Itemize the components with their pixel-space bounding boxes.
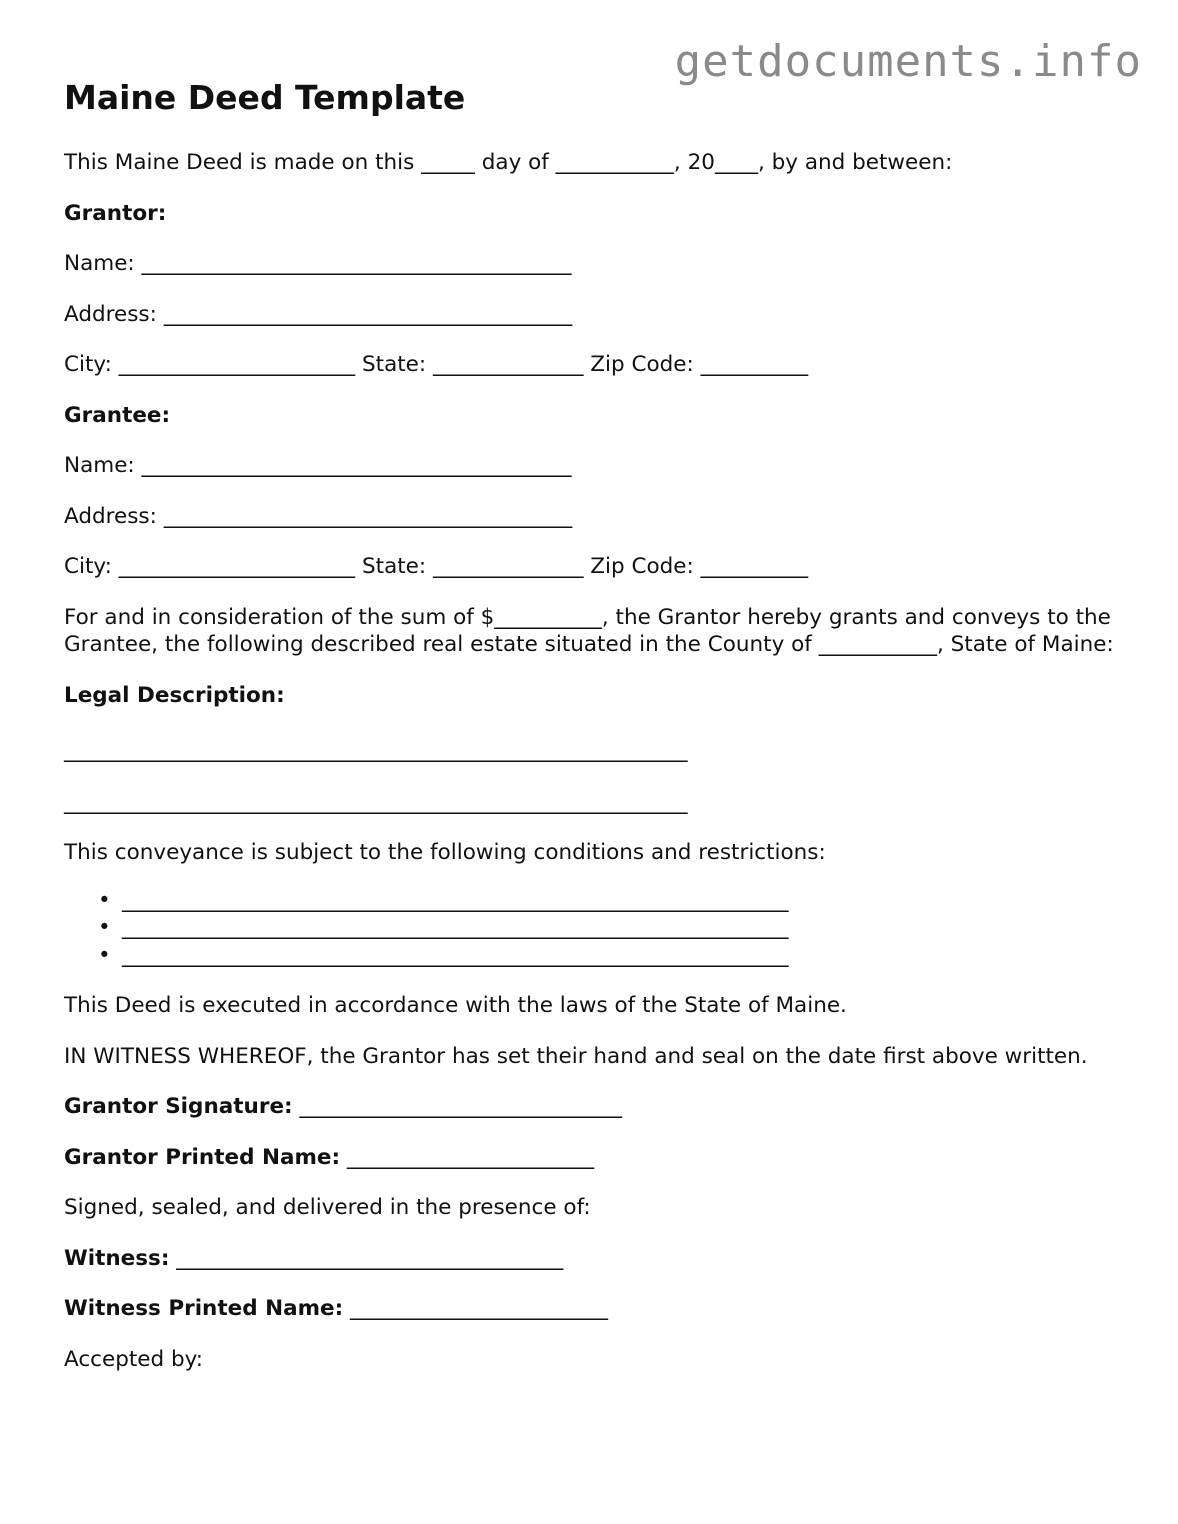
legal-description-line-2[interactable]: __________________________________________________________	[64, 789, 688, 815]
presence-text: Signed, sealed, and delivered in the presence of:	[64, 1195, 591, 1220]
grantor-signature-row	[64, 1093, 1124, 1121]
grantor-heading: Grantor:	[64, 200, 167, 226]
accepted-by-text: Accepted by:	[64, 1346, 204, 1372]
condition-line[interactable]: ______________________________________________________________	[122, 887, 789, 913]
grantor-city-state-zip-field[interactable]: City: ______________________ State: ______________ Zip Code: __________	[64, 352, 809, 377]
grantor-printed-name-row	[64, 1144, 1124, 1172]
legal-description-heading: Legal Description:	[64, 682, 285, 708]
watermark: getdocuments.info	[674, 36, 1142, 87]
grantor-signature-field[interactable]: ______________________________	[299, 1094, 622, 1119]
witness-field[interactable]: ____________________________________	[176, 1245, 564, 1271]
conditions-list	[64, 887, 1124, 970]
deed-document	[64, 78, 1124, 1396]
condition-item[interactable]	[98, 942, 1124, 970]
bullet-icon: •	[98, 915, 111, 940]
grantor-printed-name-field[interactable]: _______________________	[346, 1144, 595, 1170]
grantor-address-field[interactable]: Address: ______________________________________	[64, 301, 573, 327]
condition-item[interactable]	[98, 914, 1124, 942]
grantor-signature-label: Grantor Signature:	[64, 1094, 293, 1119]
witness-printed-name-row	[64, 1295, 1124, 1323]
grantee-city-state-zip-field[interactable]: City: ______________________ State: ______________ Zip Code: __________	[64, 554, 809, 579]
witness-row	[64, 1245, 1124, 1273]
bullet-icon: •	[98, 942, 111, 968]
grantee-address-field[interactable]: Address: ______________________________________	[64, 503, 573, 529]
executed-text: This Deed is executed in accordance with the laws of the State of Maine.	[64, 993, 847, 1018]
intro-text: This Maine Deed is made on this _____ day of ___________, 20____, by and between:	[64, 150, 953, 175]
conditions-intro: This conveyance is subject to the following conditions and restrictions:	[64, 840, 826, 865]
witness-printed-name-field[interactable]: ________________________	[350, 1296, 609, 1321]
condition-line[interactable]: ______________________________________________________________	[122, 942, 789, 968]
witness-label: Witness:	[64, 1245, 170, 1271]
page-title: Maine Deed Template	[64, 78, 466, 117]
grantee-heading: Grantee:	[64, 402, 171, 428]
witness-whereof-text: IN WITNESS WHEREOF, the Grantor has set their hand and seal on the date first above written.	[64, 1043, 1088, 1069]
grantee-name-field[interactable]: Name: ________________________________________	[64, 453, 572, 478]
condition-item[interactable]	[98, 887, 1124, 915]
grantor-name-field[interactable]: Name: ________________________________________	[64, 251, 572, 276]
witness-printed-name-label: Witness Printed Name:	[64, 1296, 344, 1321]
condition-line[interactable]: ______________________________________________________________	[122, 915, 789, 940]
consideration-text: For and in consideration of the sum of $__________, the Grantor hereby grants and conveys to the Grantee, the following described real estate situated in the County of ___________, State of Maine:	[64, 604, 1118, 657]
bullet-icon: •	[98, 887, 111, 913]
legal-description-line-1[interactable]: __________________________________________________________	[64, 738, 688, 763]
grantor-printed-name-label: Grantor Printed Name:	[64, 1144, 341, 1170]
